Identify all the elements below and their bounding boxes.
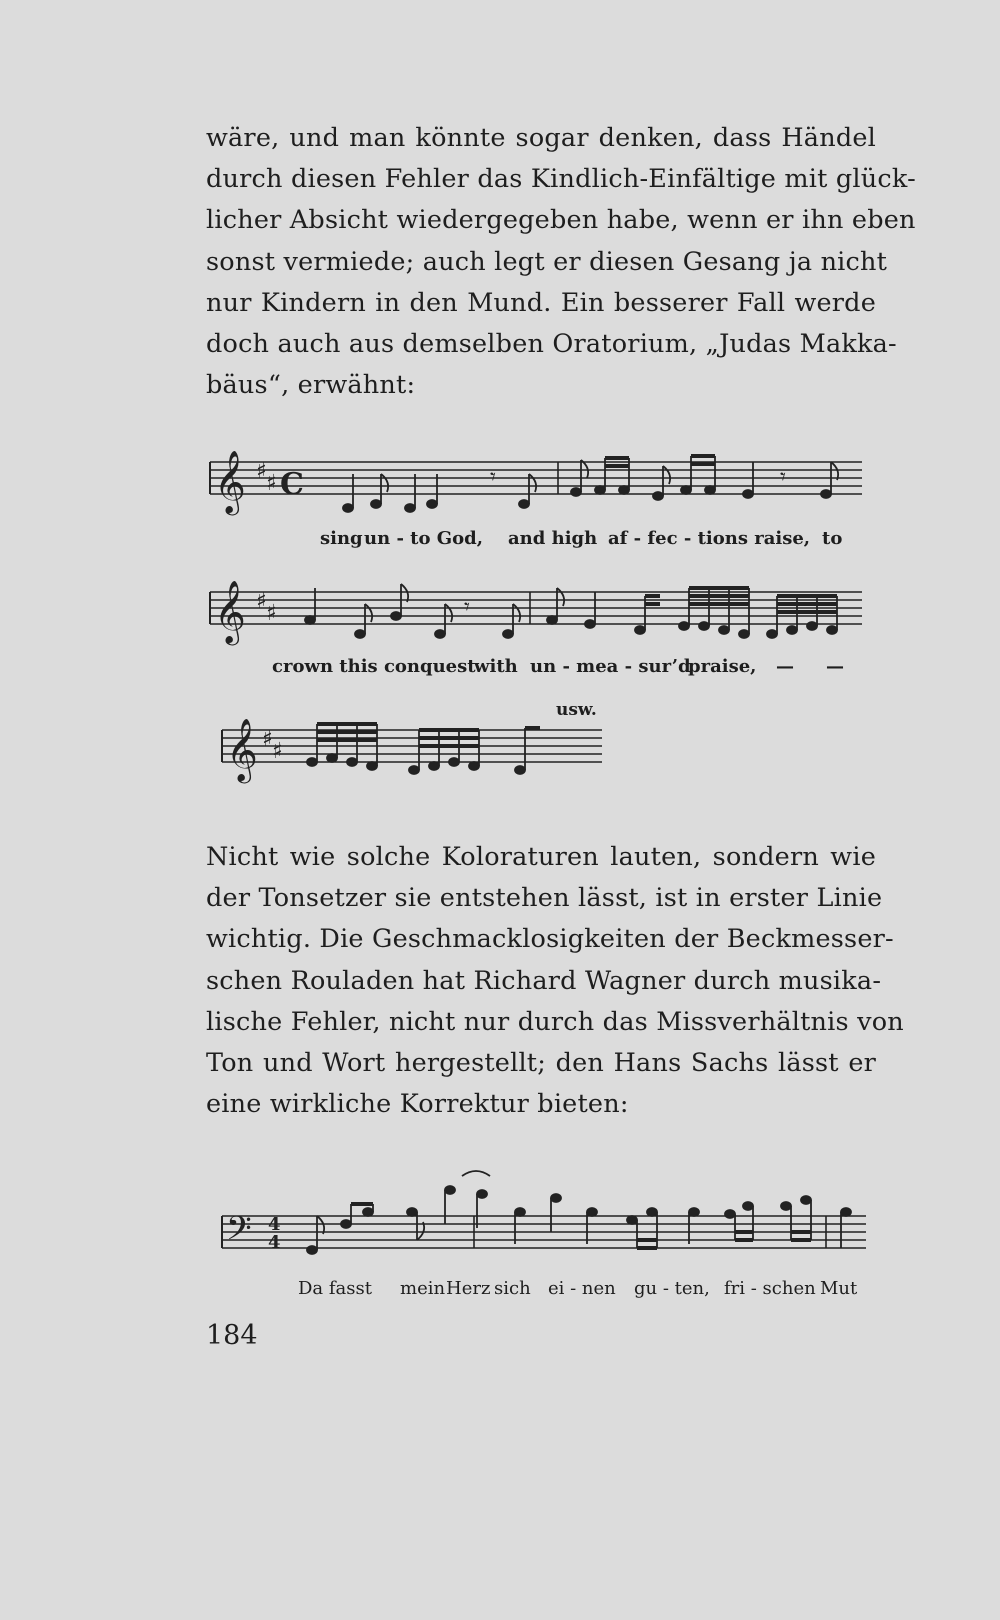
lyric: gu - ten, xyxy=(634,1278,710,1299)
text-line: licher Absicht wiedergegeben habe, wenn er ihn eben xyxy=(206,205,916,236)
lyric: and high xyxy=(508,528,598,549)
text-line: durch diesen Fehler das Kindlich-Einfältige mit glück- xyxy=(206,164,916,195)
paragraph-2 xyxy=(206,837,904,1125)
lyric: Mut xyxy=(820,1278,858,1299)
text-line: bäus“, erwähnt: xyxy=(206,370,416,401)
common-time-icon: C xyxy=(280,467,304,502)
text-line: lische Fehler, nicht nur durch das Missverhältnis von xyxy=(206,1006,904,1037)
text-line: nur Kindern in den Mund. Ein besserer Fall werde xyxy=(206,287,876,318)
lyric: sich xyxy=(494,1278,531,1299)
sharp-icon: ♯ xyxy=(262,726,273,752)
text-line: wäre, und man könnte sogar denken, dass Händel xyxy=(206,123,876,153)
lyric: fri - schen xyxy=(724,1278,816,1299)
sharp-icon: ♯ xyxy=(266,470,277,496)
staff-3-notes xyxy=(307,724,540,774)
text-line: doch auch aus demselben Oratorium, „Judas Makka- xyxy=(206,329,897,360)
bass-clef-icon: 𝄢 xyxy=(226,1210,252,1256)
svg-text:𝄾: 𝄾 xyxy=(490,465,496,490)
sharp-icon: ♯ xyxy=(256,458,267,484)
treble-clef-icon: 𝄞 xyxy=(226,718,258,781)
svg-text:𝄾: 𝄾 xyxy=(780,465,786,490)
lyric: sing xyxy=(320,528,363,549)
text-line: sonst vermiede; auch legt er diesen Gesang ja nicht xyxy=(206,246,888,277)
lyric: with xyxy=(474,656,518,677)
text-line: Ton und Wort hergestellt; den Hans Sachs lässt er xyxy=(206,1048,876,1079)
treble-clef-icon: 𝄞 xyxy=(214,580,246,643)
lyric: to xyxy=(822,528,843,549)
lyric: Da fasst xyxy=(298,1278,372,1299)
text-line: der Tonsetzer sie entstehen lässt, ist in erster Linie xyxy=(206,883,883,914)
svg-text:𝄾: 𝄾 xyxy=(464,595,470,620)
lyric: Herz xyxy=(446,1278,491,1299)
sharp-icon: ♯ xyxy=(266,600,277,626)
page-number: 184 xyxy=(206,1320,258,1351)
sharp-icon: ♯ xyxy=(256,588,267,614)
sharp-icon: ♯ xyxy=(272,738,283,764)
time-sig-bottom: 4 xyxy=(268,1232,281,1253)
staff-4-notes xyxy=(307,1171,851,1254)
usw-label: usw. xyxy=(556,700,597,720)
lyric: — xyxy=(826,656,844,677)
lyric: mein xyxy=(400,1278,446,1299)
lyric: af - fec - tions raise, xyxy=(608,528,811,549)
lyric: un - mea - sur’d xyxy=(530,656,691,677)
lyric: un - to God, xyxy=(364,528,483,549)
text-line: Nicht wie solche Koloraturen lauten, sondern wie xyxy=(206,842,876,872)
lyric: praise, xyxy=(688,656,757,677)
text-line: wichtig. Die Geschmacklosigkeiten der Beckmesser- xyxy=(206,924,894,955)
staff-1-notes xyxy=(343,456,838,512)
lyric: crown this conquest xyxy=(272,656,476,677)
text-line: eine wirkliche Korrektur bieten: xyxy=(206,1089,629,1120)
treble-clef-icon: 𝄞 xyxy=(214,450,246,513)
lyric: — xyxy=(776,656,794,677)
text-line: schen Rouladen hat Richard Wagner durch musika- xyxy=(206,965,882,996)
lyric: ei - nen xyxy=(548,1278,616,1299)
time-sig-top: 4 xyxy=(268,1214,281,1235)
